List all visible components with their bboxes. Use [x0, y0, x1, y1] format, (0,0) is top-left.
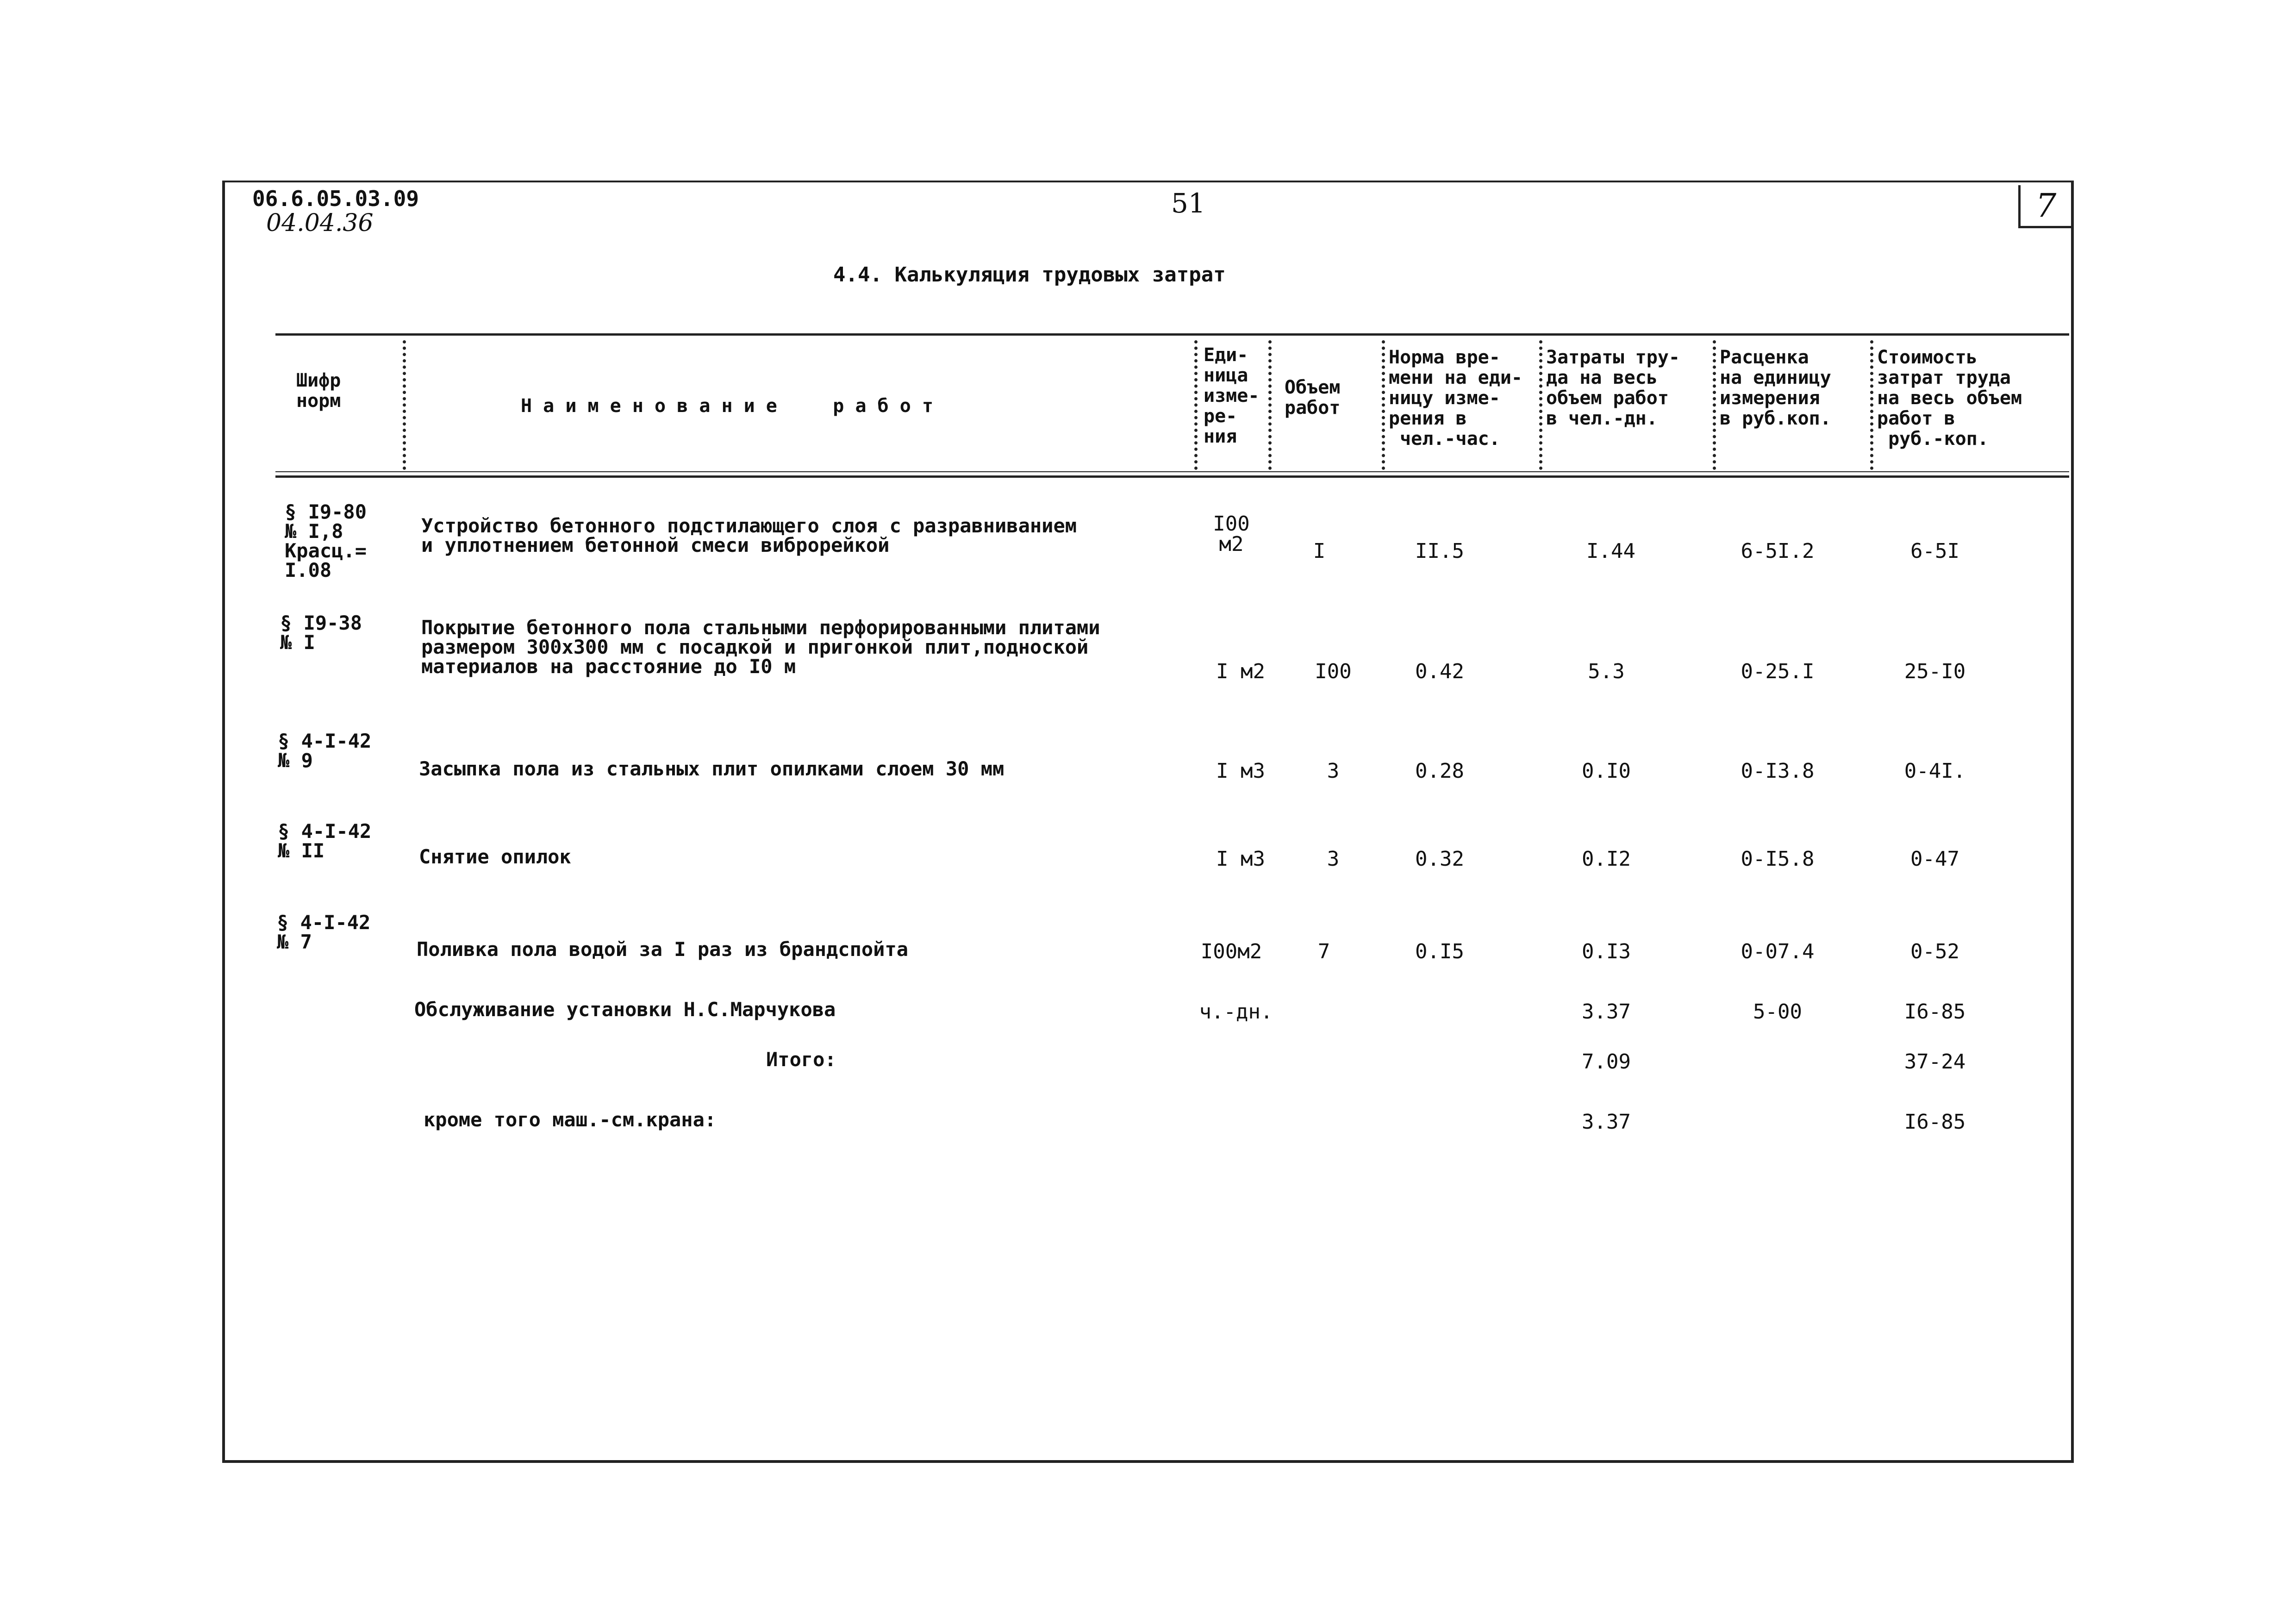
sheet-number: 7 — [2018, 185, 2071, 228]
row-code: § 4-I-42 № 7 — [277, 911, 371, 953]
row-volume: I — [1313, 539, 1326, 563]
column-separator — [1539, 340, 1542, 470]
row-norm: 0.42 — [1415, 660, 1464, 683]
extra-cost: I6-85 — [1904, 1110, 1966, 1134]
column-header-volume: Объем работ — [1285, 377, 1341, 418]
row-name: Обслуживание установки Н.С.Марчукова — [414, 998, 836, 1021]
column-separator — [1713, 340, 1716, 470]
row-name: Поливка пола водой за I раз из брандспойта — [417, 938, 909, 961]
row-name: Устройство бетонного подстилающего слоя с разравниванием и уплотнением бетонной смеси виброрейкой — [421, 514, 1077, 556]
total-cost: 37-24 — [1904, 1050, 1966, 1074]
row-labor: 3.37 — [1582, 1000, 1631, 1024]
column-header-norm: Норма вре- мени на еди- ницу изме- рения в чел.-час. — [1389, 347, 1522, 450]
row-unit: ч.-дн. — [1199, 1000, 1273, 1024]
column-separator — [1382, 340, 1385, 470]
row-name: Снятие опилок — [419, 845, 571, 868]
row-labor: 0.I2 — [1582, 847, 1631, 871]
header-underline — [275, 471, 2069, 472]
row-cost: 0-4I. — [1904, 759, 1966, 783]
row-rate: 0-25.I — [1741, 660, 1815, 683]
total-labor: 7.09 — [1582, 1050, 1631, 1074]
row-norm: 0.28 — [1415, 759, 1464, 783]
row-rate: 0-I3.8 — [1741, 759, 1815, 783]
row-unit: I м3 — [1216, 847, 1265, 871]
row-name: Покрытие бетонного пола стальными перфорированными плитами размером 300х300 мм с посадкой и пригонкой плит,подноской материалов на расстояние до I0 м — [421, 616, 1100, 678]
row-volume: 3 — [1327, 759, 1340, 783]
column-separator — [403, 340, 406, 470]
row-unit: I м3 — [1216, 759, 1265, 783]
row-cost: 25-I0 — [1904, 660, 1966, 683]
column-header-name: Н а и м е н о в а н и е р а б о т — [521, 395, 934, 417]
row-rate: 6-5I.2 — [1741, 539, 1815, 563]
section-title: 4.4. Калькуляция трудовых затрат — [833, 263, 1226, 287]
total-label: Итого: — [766, 1048, 836, 1071]
document-code: 06.6.05.03.09 — [252, 186, 419, 211]
row-norm: II.5 — [1415, 539, 1464, 563]
column-separator — [1870, 340, 1873, 470]
extra-label: кроме того маш.-см.крана: — [424, 1108, 717, 1131]
column-header-cost: Стоимость затрат труда на весь объем работ в руб.-коп. — [1877, 347, 2022, 450]
row-unit: I00 м2 — [1213, 512, 1250, 556]
row-rate: 0-I5.8 — [1741, 847, 1815, 871]
row-rate: 0-07.4 — [1741, 940, 1815, 963]
row-name: Засыпка пола из стальных плит опилками слоем 30 мм — [419, 757, 1004, 780]
row-norm: 0.I5 — [1415, 940, 1464, 963]
row-volume: 7 — [1317, 940, 1330, 963]
column-header-labor: Затраты тру- да на весь объем работ в чел.-дн. — [1546, 347, 1680, 429]
row-unit: I м2 — [1216, 660, 1265, 683]
column-header-rate: Расценка на единицу измерения в руб.коп. — [1720, 347, 1831, 429]
column-separator — [1268, 340, 1272, 470]
row-volume: I00 — [1315, 660, 1352, 683]
row-cost: 0-47 — [1910, 847, 1959, 871]
row-labor: 0.I3 — [1582, 940, 1631, 963]
row-code: § I9-38 № I — [280, 612, 362, 654]
row-code: § 4-I-42 № II — [278, 820, 372, 862]
row-code: § I9-80 № I,8 Красц.= I.08 — [285, 500, 367, 581]
column-header-code: Шифр норм — [296, 370, 341, 412]
row-code: § 4-I-42 № 9 — [278, 730, 372, 772]
handwritten-code: 04.04.36 — [266, 209, 374, 237]
row-unit: I00м2 — [1200, 940, 1262, 963]
row-rate: 5-00 — [1753, 1000, 1802, 1024]
row-cost: 6-5I — [1910, 539, 1959, 563]
row-cost: 0-52 — [1910, 940, 1959, 963]
row-norm: 0.32 — [1415, 847, 1464, 871]
table-top-rule — [275, 333, 2069, 336]
row-labor: I.44 — [1586, 539, 1635, 563]
column-header-unit: Еди- ница изме- ре- ния — [1204, 344, 1260, 447]
row-volume: 3 — [1327, 847, 1340, 871]
column-separator — [1194, 340, 1198, 470]
page-number: 51 — [1171, 187, 1205, 219]
header-bottom-rule — [275, 475, 2069, 478]
row-labor: 5.3 — [1588, 660, 1625, 683]
row-labor: 0.I0 — [1582, 759, 1631, 783]
extra-labor: 3.37 — [1582, 1110, 1631, 1134]
row-cost: I6-85 — [1904, 1000, 1966, 1024]
